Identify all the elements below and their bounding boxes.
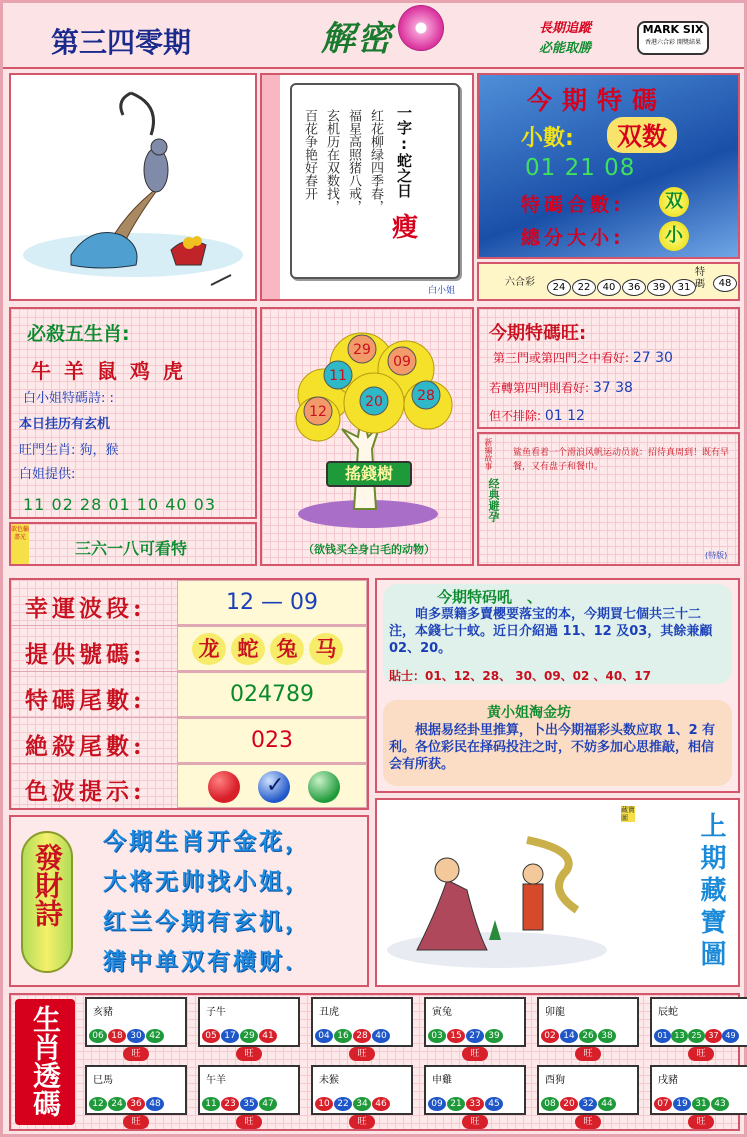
wang-line1 <box>493 349 673 366</box>
zodiac-name: 戌豬 <box>658 1075 678 1086</box>
story-side: 经典避孕 <box>487 478 500 522</box>
zodiac-number: 12 <box>89 1097 107 1111</box>
zodiac-number: 24 <box>108 1097 126 1111</box>
zodiac-numbers <box>428 1093 504 1112</box>
fortune-line-2: 大将无帅找小姐， <box>103 869 311 895</box>
zodiac-tile <box>311 1065 413 1115</box>
zodiac-tile <box>424 997 526 1047</box>
zodiac-badge: 旺 <box>462 1115 488 1129</box>
wang-line1-text: 第三門或第四門之中看好: <box>493 351 630 365</box>
result-bar <box>477 262 740 301</box>
scroll-col-1: 百花争艳好春开 <box>302 109 317 200</box>
treasure-cartoon <box>377 800 617 985</box>
result-ball: 39 <box>647 279 671 296</box>
zodiac-name: 卯龍 <box>545 1007 565 1018</box>
zodiac-numbers <box>541 1093 617 1112</box>
animal-pill-3: 兔 <box>270 633 304 665</box>
zodiac-number: 27 <box>466 1029 484 1043</box>
gold-body: 根据易经卦里推算，卜出今期福彩头数应取 1、2 有利。各位彩民在择码投注之时，不妨多加心思推敲，相信会有所获。 <box>389 723 716 772</box>
zodiac-number: 41 <box>259 1029 277 1043</box>
zodiac-numbers <box>202 1093 278 1112</box>
zodiac-number: 19 <box>673 1097 691 1111</box>
rows-panel <box>9 578 369 810</box>
special-numbers: 01 21 08 <box>525 155 636 181</box>
zodiac-tile <box>537 997 639 1047</box>
fortune-line-4: 猜中单双有横财． <box>103 949 311 975</box>
brand-name: MARK SIX <box>642 23 704 36</box>
zodiac-number: 23 <box>221 1097 239 1111</box>
daxiao-value: 小 <box>659 221 689 251</box>
zodiac-badge: 旺 <box>123 1115 149 1129</box>
tree-ball <box>304 397 332 425</box>
zodiac-badge: 旺 <box>236 1047 262 1061</box>
result-label: 六合彩 <box>505 277 535 288</box>
zodiac-number: 48 <box>146 1097 164 1111</box>
scroll-signature: 白小姐 <box>428 286 456 296</box>
zodiac-number: 02 <box>541 1029 559 1043</box>
zodiac-number: 31 <box>692 1097 710 1111</box>
zodiac-number: 44 <box>598 1097 616 1111</box>
zodiac-badge: 旺 <box>349 1115 375 1129</box>
zodiac-number: 28 <box>353 1029 371 1043</box>
zodiac-number: 47 <box>259 1097 277 1111</box>
slogan-line2: 必能取勝 <box>539 41 592 56</box>
zodiac-tile <box>311 997 413 1047</box>
zodiac-tile <box>198 997 300 1047</box>
zodiac-tile <box>650 997 747 1047</box>
zodiac-badge: 旺 <box>688 1115 714 1129</box>
scroll-col-4: 红花柳绿四季春， <box>368 109 383 213</box>
wang-line3 <box>489 407 585 424</box>
zodiac-number: 34 <box>353 1097 371 1111</box>
te-label: 特碼 <box>695 267 705 290</box>
zodiac-number: 40 <box>372 1029 390 1043</box>
header <box>3 3 744 69</box>
row-3 <box>11 672 367 718</box>
poem-text: 本日挂历有玄机 <box>19 417 111 432</box>
zodiac-name: 申雞 <box>432 1075 452 1086</box>
zodiac-number: 46 <box>372 1097 390 1111</box>
story-tag: 新編故事 <box>484 438 493 470</box>
info-title: 今期特码吼 、 <box>437 588 543 606</box>
zodiac-title: 生肖透碼 <box>29 1005 62 1117</box>
zodiac-number: 17 <box>221 1029 239 1043</box>
tree-ball-number: 11 <box>329 368 347 384</box>
tree-ball-number: 12 <box>309 404 327 420</box>
money-tree <box>262 309 472 564</box>
scroll-col-3: 福星高照猪八戒， <box>346 109 361 213</box>
result-ball: 22 <box>572 279 596 296</box>
row-1-label: 幸運波段: <box>25 595 146 622</box>
scroll-panel <box>260 73 474 301</box>
row-4-value: 023 <box>251 728 293 753</box>
zodiac-number: 33 <box>466 1097 484 1111</box>
red-wave-ball <box>208 771 240 803</box>
special-title: 今期特碼 <box>527 86 668 115</box>
zodiac-name: 寅兔 <box>432 1007 452 1018</box>
result-ball: 40 <box>597 279 621 296</box>
zodiac-numbers <box>315 1025 391 1044</box>
heshu-label: 特碼合數: <box>521 194 625 216</box>
fortune-line-1: 今期生肖开金花， <box>103 829 311 855</box>
zodiac-badge: 旺 <box>462 1047 488 1061</box>
zodiac-name: 酉狗 <box>545 1075 565 1086</box>
row-1-value: 12 — 09 <box>226 590 318 615</box>
wang-line2-text: 若轉第四門則看好: <box>489 381 590 395</box>
zodiac-number: 06 <box>89 1029 107 1043</box>
kill-numbers: 11 02 28 01 10 40 03 <box>23 495 217 514</box>
zodiac-badge: 旺 <box>688 1047 714 1061</box>
tree-ball-number: 29 <box>353 342 371 358</box>
heshu-value: 双 <box>659 187 689 217</box>
zodiac-tile <box>537 1065 639 1115</box>
wang-line2-nums: 37 38 <box>592 380 633 396</box>
story-corner: (特版) <box>705 551 728 560</box>
animal-pill-2: 蛇 <box>231 633 265 665</box>
zodiac-number: 49 <box>722 1029 739 1043</box>
tree-sign: 搖錢樹 <box>326 461 412 487</box>
zodiac-number: 45 <box>485 1097 503 1111</box>
fortune-panel <box>9 815 369 987</box>
zodiac-name: 未猴 <box>319 1075 339 1086</box>
tree-ball <box>348 335 376 363</box>
row-1 <box>11 580 367 626</box>
result-ball: 36 <box>622 279 646 296</box>
poem-title: 白小姐特碼詩: : <box>23 391 114 406</box>
info-body: 咱多票籍多賣櫻要落宝的本，今期買七個共三十二注，本錢七十蚊。近日介紹過 11、12 及03，其餘兼顧 02、20。 <box>389 607 713 656</box>
hint-panel <box>9 522 257 566</box>
cartoon-panel <box>9 73 257 301</box>
kill-panel <box>9 307 257 519</box>
zodiac-numbers <box>315 1093 391 1112</box>
tree-ball <box>360 387 388 415</box>
zodiac-number: 43 <box>711 1097 729 1111</box>
row-4-label: 絶殺尾數: <box>25 733 146 760</box>
zodiac-section <box>9 993 740 1131</box>
zodiac-number: 32 <box>579 1097 597 1111</box>
tree-ball-number: 28 <box>417 388 435 404</box>
row-2 <box>11 626 367 672</box>
result-ball: 31 <box>672 279 696 296</box>
row-3-value: 024789 <box>230 682 314 707</box>
kill-title: 必殺五生肖: <box>27 323 130 345</box>
scroll-col-2: 玄机历在双数找， <box>324 109 339 213</box>
row-5-label: 色波提示: <box>25 778 146 805</box>
zodiac-numbers <box>89 1093 165 1112</box>
zodiac-tile <box>85 997 187 1047</box>
fortune-line-3: 红兰今期有玄机， <box>103 909 311 935</box>
result-balls <box>547 275 697 296</box>
tree-ball-number: 20 <box>365 394 383 410</box>
info-panel <box>375 578 740 793</box>
wangmen: 旺門生肖: 狗，猴 <box>19 443 119 458</box>
zodiac-number: 37 <box>705 1029 722 1043</box>
zodiac-number: 30 <box>127 1029 145 1043</box>
tree-caption: （欲钱买全身白毛的动物） <box>303 543 435 556</box>
green-wave-ball <box>308 771 340 803</box>
small-value: 双数 <box>607 117 677 153</box>
animal-pill-4: 马 <box>309 633 343 665</box>
wang-line3-text: 但不排除: <box>489 409 542 423</box>
tree-ball <box>412 381 440 409</box>
animal-pill-1: 龙 <box>192 633 226 665</box>
zodiac-number: 25 <box>688 1029 705 1043</box>
treasure-panel <box>375 798 740 987</box>
hint-text: 三六一八可看特 <box>75 539 188 558</box>
zodiac-grid <box>81 995 738 1129</box>
fortune-lines <box>103 823 367 983</box>
row-5-value-cell <box>177 764 367 808</box>
check-icon: ✓ <box>266 773 285 798</box>
tree-panel <box>260 307 474 566</box>
te-ball: 48 <box>713 275 737 292</box>
zodiac-badge: 旺 <box>575 1115 601 1129</box>
scroll-riddle: 一字:蛇之日 <box>395 105 413 198</box>
zodiac-number: 38 <box>598 1029 616 1043</box>
hint-tag: 欲色輸盡光 <box>11 524 29 564</box>
brand-sub: 香港六合彩 開獎結果 <box>645 39 701 46</box>
zodiac-number: 42 <box>146 1029 164 1043</box>
zodiac-number: 15 <box>447 1029 465 1043</box>
kill-animals: 牛 羊 鼠 鸡 虎 <box>31 359 186 383</box>
zodiac-number: 04 <box>315 1029 333 1043</box>
zodiac-number: 01 <box>654 1029 671 1043</box>
zodiac-name: 亥豬 <box>93 1007 113 1018</box>
zodiac-number: 05 <box>202 1029 220 1043</box>
zodiac-number: 13 <box>671 1029 688 1043</box>
zodiac-badge: 旺 <box>236 1115 262 1129</box>
zodiac-tile <box>85 1065 187 1115</box>
zodiac-numbers <box>89 1025 165 1044</box>
row-2-value-cell <box>177 626 367 671</box>
zodiac-tile <box>650 1065 747 1115</box>
zodiac-name: 午羊 <box>206 1075 226 1086</box>
wang-line2 <box>489 379 633 396</box>
row-5 <box>11 764 367 808</box>
result-ball: 24 <box>547 279 571 296</box>
treasure-label: 上期藏寶圖 <box>696 812 726 972</box>
story-text: 鲨鱼看着一个滑浪风帆运动员说：招待真周到！既有早餐，又有盘子和餐巾。 <box>513 448 730 472</box>
zodiac-name: 辰蛇 <box>658 1007 678 1018</box>
zodiac-number: 20 <box>560 1097 578 1111</box>
zodiac-numbers <box>428 1025 504 1044</box>
zodiac-number: 29 <box>240 1029 258 1043</box>
tree-ball <box>324 361 352 389</box>
row-4 <box>11 718 367 764</box>
zodiac-number: 21 <box>447 1097 465 1111</box>
tree-ball-number: 09 <box>393 354 411 370</box>
zodiac-tile <box>424 1065 526 1115</box>
row-3-label: 特碼尾數: <box>25 687 146 714</box>
fortune-badge: 發財詩 <box>31 843 64 927</box>
wang-line3-nums: 01 12 <box>544 408 585 424</box>
brand-logo <box>637 21 709 55</box>
zodiac-numbers <box>202 1025 278 1044</box>
zodiac-number: 10 <box>315 1097 333 1111</box>
zodiac-number: 36 <box>127 1097 145 1111</box>
gold-title: 黄小姐淘金坊 <box>487 705 571 721</box>
zodiac-number: 18 <box>108 1029 126 1043</box>
slogan-line1: 長期追蹤 <box>539 21 592 36</box>
story-panel <box>477 432 740 566</box>
issue-title: 第三四零期 <box>51 26 192 59</box>
zodiac-numbers <box>654 1025 739 1044</box>
wang-panel <box>477 307 740 429</box>
wang-title: 今期特碼旺: <box>489 323 587 344</box>
provider: 白姐提供: <box>19 467 76 482</box>
small-label: 小數: <box>521 126 574 151</box>
row-2-label: 提供號碼: <box>25 641 146 668</box>
tree-ball <box>388 347 416 375</box>
zodiac-numbers <box>541 1025 617 1044</box>
treasure-tag: 藏寶圖 <box>621 806 635 822</box>
row-3-value-cell <box>177 672 367 717</box>
zodiac-number: 11 <box>202 1097 220 1111</box>
disc-icon <box>398 5 444 51</box>
zodiac-name: 丑虎 <box>319 1007 339 1018</box>
row-1-value-cell <box>177 580 367 625</box>
wang-line1-nums: 27 30 <box>632 350 673 366</box>
zodiac-badge: 旺 <box>123 1047 149 1061</box>
zodiac-number: 14 <box>560 1029 578 1043</box>
row-4-value-cell <box>177 718 367 763</box>
monkey-hook-cartoon <box>11 75 255 299</box>
zodiac-numbers <box>654 1093 730 1112</box>
scroll-answer: 瘦 <box>392 213 419 243</box>
zodiac-number: 03 <box>428 1029 446 1043</box>
daxiao-label: 總分大小: <box>521 227 625 249</box>
info-tips: 貼士：01、12、28、 30、09、02 、40、17 <box>389 669 651 683</box>
zodiac-tile <box>198 1065 300 1115</box>
zodiac-badge: 旺 <box>575 1047 601 1061</box>
zodiac-number: 22 <box>334 1097 352 1111</box>
zodiac-number: 09 <box>428 1097 446 1111</box>
zodiac-number: 16 <box>334 1029 352 1043</box>
header-title: 解密 <box>321 19 393 59</box>
zodiac-number: 07 <box>654 1097 672 1111</box>
zodiac-number: 39 <box>485 1029 503 1043</box>
zodiac-name: 巳馬 <box>93 1075 113 1086</box>
special-panel <box>477 73 740 259</box>
zodiac-number: 08 <box>541 1097 559 1111</box>
zodiac-badge: 旺 <box>349 1047 375 1061</box>
zodiac-number: 26 <box>579 1029 597 1043</box>
zodiac-name: 子牛 <box>206 1007 226 1018</box>
zodiac-number: 35 <box>240 1097 258 1111</box>
